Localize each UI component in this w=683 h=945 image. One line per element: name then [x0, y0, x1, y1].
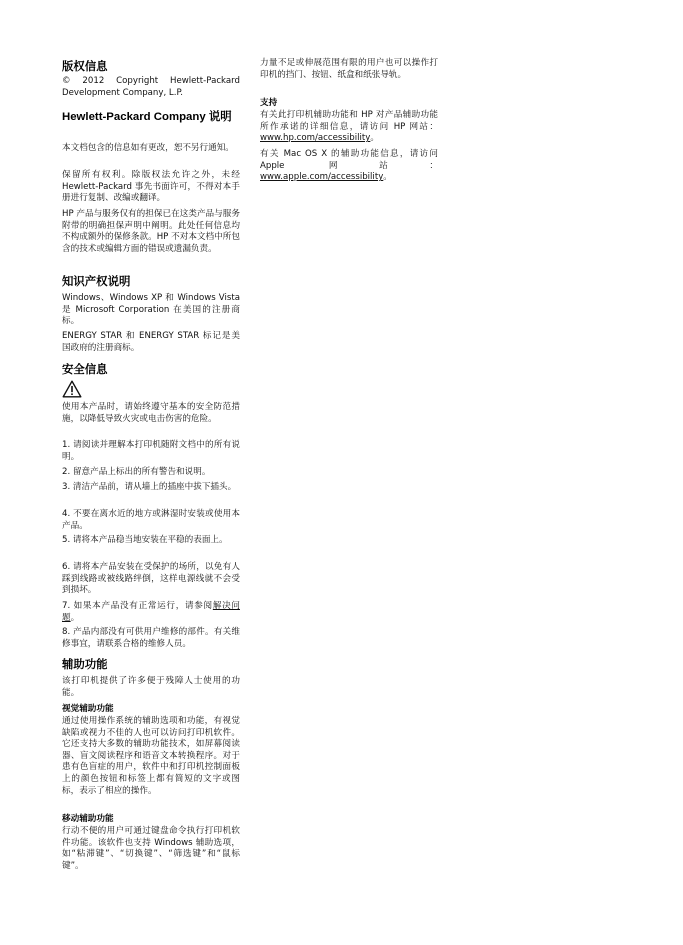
- safety-heading: 安全信息: [62, 364, 108, 376]
- support-heading: 支持: [260, 97, 278, 107]
- safety-item-3: 3. 清洁产品前，请从墙上的插座中拔下插头。: [62, 482, 237, 492]
- safety-item-4: 4. 不要在离水近的地方或淋湿时安装或使用本产品。: [62, 509, 240, 531]
- safety-item-5: 5. 请将本产品稳当地安装在平稳的表面上。: [62, 535, 228, 545]
- safety-item-7-end: 。: [70, 612, 80, 623]
- ip-paragraph-2: ENERGY STAR 和 ENERGY STAR 标记是美国政府的注册商标。: [62, 331, 240, 353]
- safety-item-7-text: 7. 如果本产品没有正常运行，请参阅: [62, 601, 213, 611]
- ip-paragraph-1: Windows、Windows XP 和 Windows Vista 是 Microsoft Corporation 在美国的注册商标。: [62, 293, 240, 327]
- accessibility-intro: 该打印机提供了许多便于残障人士使用的功能。: [62, 676, 240, 698]
- ip-heading: 知识产权说明: [62, 276, 131, 288]
- visual-text: 通过使用操作系统的辅助选项和功能，有视觉缺陷或视力不佳的人也可以访问打印机软件。它还支持大多数的辅助功能技术，如屏幕阅读器、盲文阅读程序和语音文本转换程序。对于患有色盲症的用户，软件中和打印机控制面板上的颜色按钮和标签上都有简短的文字或图标，表示了相应的操作。: [62, 716, 240, 796]
- warning-triangle-icon: [62, 380, 82, 398]
- accessibility-heading: 辅助功能: [62, 659, 108, 671]
- support-paragraph-1-text: 有关此打印机辅助功能和 HP 对产品辅助功能所作承诺的详细信息，请访问 HP 网站：: [260, 110, 438, 132]
- mobility-continued: 力量不足或伸展范围有限的用户也可以操作打印机的挡门、按钮、纸盒和纸张导轨。: [260, 58, 438, 80]
- safety-intro: 使用本产品时，请始终遵守基本的安全防范措施，以降低导致火灾或电击伤害的危险。: [62, 402, 240, 424]
- hp-paragraph-3: HP 产品与服务仅有的担保已在这类产品与服务附带的明确担保声明中阐明。此处任何信息均不构成额外的保修条款。HP 不对本文档中所包含的技术或编辑方面的错误或遗漏负责。: [62, 209, 240, 254]
- safety-item-1: 1. 请阅读并理解本打印机随附文档中的所有说明。: [62, 440, 240, 462]
- safety-item-8: 8. 产品内部没有可供用户维修的部件。有关维修事宜，请联系合格的维修人员。: [62, 627, 240, 649]
- troubleshooting-link[interactable]: 解决问题: [62, 601, 240, 623]
- copyright-heading: 版权信息: [62, 61, 108, 73]
- copyright-line: © 2012 Copyright Hewlett-Packard Development Company, L.P.: [62, 76, 240, 98]
- safety-item-6: 6. 请将本产品安装在受保护的场所，以免有人踩到线路或被线路绊倒，这样电源线就不会受到损坏。: [62, 562, 240, 596]
- safety-item-2: 2. 留意产品上标出的所有警告和说明。: [62, 467, 211, 477]
- safety-item-7: [62, 601, 240, 624]
- hp-heading: Hewlett-Packard Company 说明: [62, 111, 232, 123]
- support-paragraph-2-text: 有关 Mac OS X 的辅助功能信息，请访问 Apple 网站：: [260, 149, 438, 171]
- apple-accessibility-link[interactable]: www.apple.com/accessibility: [260, 172, 384, 183]
- support-paragraph-2: [260, 149, 438, 184]
- support-paragraph-1-end: 。: [370, 133, 379, 144]
- mobility-text: 行动不便的用户可通过键盘命令执行打印机软件功能。该软件也支持 Windows 辅助选项，如“粘滞键”、“切换键”、“筛选键”和“鼠标键”。: [62, 826, 240, 871]
- hp-paragraph-2: 保留所有权利。除版权法允许之外，未经 Hewlett-Packard 事先书面许可，不得对本手册进行复制、改编或翻译。: [62, 170, 240, 204]
- mobility-heading: 移动辅助功能: [62, 813, 114, 823]
- hp-accessibility-link[interactable]: www.hp.com/accessibility: [260, 133, 371, 144]
- hp-paragraph-1: 本文档包含的信息如有更改，恕不另行通知。: [62, 143, 234, 153]
- support-paragraph-1: [260, 110, 438, 145]
- support-paragraph-2-end: 。: [383, 172, 392, 183]
- visual-heading: 视觉辅助功能: [62, 703, 114, 713]
